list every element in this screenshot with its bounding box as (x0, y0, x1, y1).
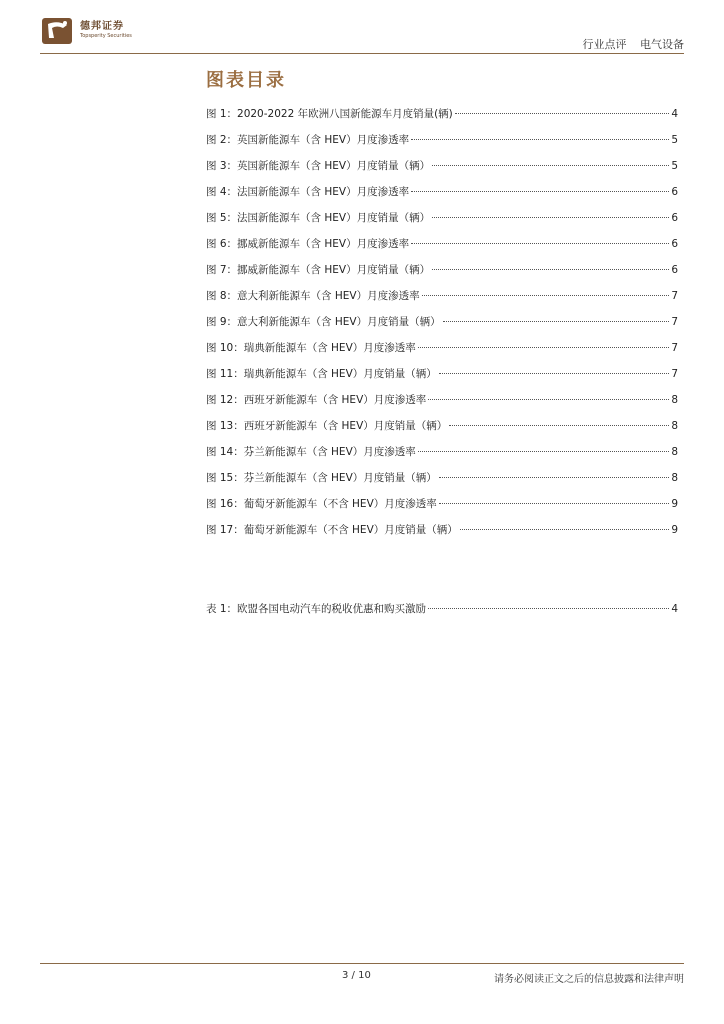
dot-leader (422, 295, 670, 296)
figure-entry[interactable] (206, 314, 678, 340)
figure-entry-page: 4 (671, 108, 678, 120)
dot-leader (418, 451, 670, 452)
dot-leader (411, 191, 669, 192)
figure-entry-page: 8 (671, 472, 678, 484)
dot-leader (432, 217, 669, 218)
figure-entry[interactable] (206, 158, 678, 184)
dot-leader (411, 243, 669, 244)
figure-entry-label: 图 9：意大利新能源车（含 HEV）月度销量（辆） (206, 316, 441, 328)
figure-entry-page: 8 (671, 446, 678, 458)
dot-leader (418, 347, 670, 348)
figure-entry[interactable] (206, 210, 678, 236)
dot-leader (439, 477, 670, 478)
figure-entry-page: 8 (671, 394, 678, 406)
figure-entry-page: 5 (671, 160, 678, 172)
figure-entry-label: 图 11：瑞典新能源车（含 HEV）月度销量（辆） (206, 368, 437, 380)
figure-entry-label: 图 5：法国新能源车（含 HEV）月度销量（辆） (206, 212, 431, 224)
dot-leader (428, 399, 669, 400)
figure-entry[interactable] (206, 366, 678, 392)
figure-entry[interactable] (206, 392, 678, 418)
figure-entry-page: 7 (671, 316, 678, 328)
page-number: 3 / 10 (342, 970, 371, 981)
figure-entry-label: 图 4：法国新能源车（含 HEV）月度渗透率 (206, 186, 410, 198)
figure-entry-page: 6 (671, 238, 678, 250)
dot-leader (443, 321, 670, 322)
figure-entry-label: 图 17：葡萄牙新能源车（不含 HEV）月度销量（辆） (206, 524, 458, 536)
table-list (206, 601, 678, 627)
dot-leader (439, 373, 670, 374)
dot-leader (460, 529, 670, 530)
figure-entry[interactable] (206, 106, 678, 132)
figure-entry[interactable] (206, 132, 678, 158)
figure-entry-page: 6 (671, 212, 678, 224)
figure-entry-label: 图 8：意大利新能源车（含 HEV）月度渗透率 (206, 290, 420, 302)
figure-entry-label: 图 3：英国新能源车（含 HEV）月度销量（辆） (206, 160, 431, 172)
company-logo (40, 14, 132, 46)
logo-mark-icon (40, 14, 76, 46)
figure-entry-label: 图 15：芬兰新能源车（含 HEV）月度销量（辆） (206, 472, 437, 484)
logo-english-name: Topsperity Securities (80, 32, 132, 39)
footer-divider (40, 963, 684, 964)
figure-entry-page: 6 (671, 264, 678, 276)
figure-list (206, 106, 678, 548)
table-entry[interactable] (206, 601, 678, 627)
header-meta (573, 36, 685, 52)
figure-entry-page: 6 (671, 186, 678, 198)
dot-leader (449, 425, 669, 426)
figure-entry-label: 图 1：2020-2022 年欧洲八国新能源车月度销量(辆) (206, 108, 453, 120)
dot-leader (411, 139, 669, 140)
figure-entry-label: 图 13：西班牙新能源车（含 HEV）月度销量（辆） (206, 420, 448, 432)
report-sector: 电气设备 (640, 38, 684, 51)
figure-entry-label: 图 6：挪威新能源车（含 HEV）月度渗透率 (206, 238, 410, 250)
page-title: 图表目录 (206, 70, 286, 91)
header-divider (40, 53, 684, 54)
dot-leader (439, 503, 670, 504)
figure-entry-page: 7 (671, 342, 678, 354)
figure-entry[interactable] (206, 288, 678, 314)
figure-entry-label: 图 2：英国新能源车（含 HEV）月度渗透率 (206, 134, 410, 146)
figure-entry[interactable] (206, 340, 678, 366)
figure-entry-page: 7 (671, 368, 678, 380)
figure-entry[interactable] (206, 262, 678, 288)
figure-entry-label: 图 7：挪威新能源车（含 HEV）月度销量（辆） (206, 264, 431, 276)
figure-entry-page: 9 (671, 524, 678, 536)
figure-entry-label: 图 12：西班牙新能源车（含 HEV）月度渗透率 (206, 394, 427, 406)
table-entry-page: 4 (671, 603, 678, 615)
figure-entry[interactable] (206, 496, 678, 522)
figure-entry[interactable] (206, 184, 678, 210)
figure-entry-label: 图 14：芬兰新能源车（含 HEV）月度渗透率 (206, 446, 416, 458)
logo-chinese-name: 德邦证券 (80, 20, 124, 32)
page-header (40, 14, 684, 54)
dot-leader (428, 608, 669, 609)
disclaimer-note: 请务必阅读正文之后的信息披露和法律声明 (494, 974, 684, 985)
figure-entry-page: 8 (671, 420, 678, 432)
figure-entry-page: 5 (671, 134, 678, 146)
dot-leader (455, 113, 670, 114)
figure-entry-label: 图 16：葡萄牙新能源车（不含 HEV）月度渗透率 (206, 498, 437, 510)
figure-entry-label: 图 10：瑞典新能源车（含 HEV）月度渗透率 (206, 342, 416, 354)
figure-entry[interactable] (206, 418, 678, 444)
table-entry-label: 表 1：欧盟各国电动汽车的税收优惠和购买激励 (206, 603, 427, 615)
figure-entry[interactable] (206, 444, 678, 470)
figure-entry[interactable] (206, 522, 678, 548)
report-category: 行业点评 (582, 38, 627, 51)
dot-leader (432, 269, 669, 270)
dot-leader (432, 165, 669, 166)
figure-entry-page: 7 (671, 290, 678, 302)
figure-entry[interactable] (206, 470, 678, 496)
figure-entry-page: 9 (671, 498, 678, 510)
figure-entry[interactable] (206, 236, 678, 262)
